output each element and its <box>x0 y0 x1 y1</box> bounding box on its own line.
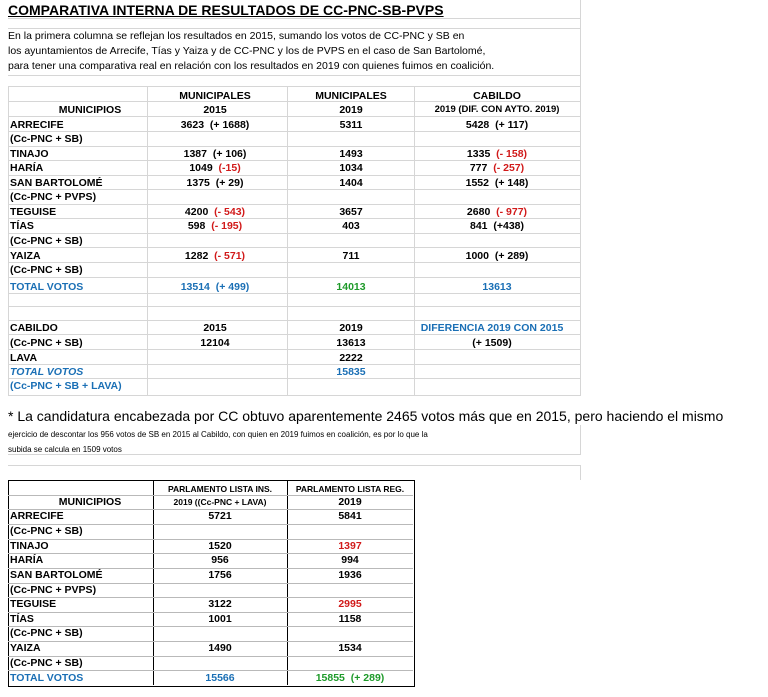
row-diff-2015: (+ 106) <box>212 148 247 160</box>
grid-row-line <box>8 160 580 161</box>
row-municipales-2019: 5311 <box>339 119 363 131</box>
row-municipio-name: HARÍA <box>10 162 44 174</box>
row-municipio-name: TÍAS <box>10 220 34 232</box>
row-municipales-2015 <box>187 177 244 189</box>
grid-column-line <box>580 465 581 480</box>
row-cabildo <box>470 162 524 174</box>
row-value-2015: 1282 <box>184 250 209 262</box>
row-value-2015: 4200 <box>184 206 209 218</box>
t2-row-ins: 1001 <box>208 613 232 625</box>
row-cabildo <box>466 119 528 131</box>
grid-row-line <box>8 233 580 234</box>
t2-row-reg: 1534 <box>338 642 362 654</box>
total-municipales-2015 <box>181 281 250 293</box>
grid-row-line <box>8 18 580 19</box>
cabildo-value-2019: 13613 <box>336 337 366 349</box>
intro-line-3: para tener una comparativa real en relación con los resultados en 2019 con quienes fuimos en coalición. <box>8 60 495 72</box>
grid-row-line <box>8 86 580 87</box>
table-row-line <box>8 670 413 671</box>
t2-header-ins-sub: 2019 ((Cc-PNC + LAVA) <box>173 497 267 507</box>
lava-value: 2222 <box>339 352 363 364</box>
row-municipales-2019: 1493 <box>339 148 363 160</box>
header-parlamento-ins: PARLAMENTO LISTA INS. <box>167 484 273 494</box>
grid-row-line <box>8 189 580 190</box>
row-cabildo <box>467 206 527 218</box>
t2-row-municipio-name: TÍAS <box>10 613 34 625</box>
t2-row-coalition: (Cc-PNC + PVPS) <box>10 584 97 596</box>
row-coalition: (Cc-PNC + PVPS) <box>10 191 97 203</box>
t2-header-municipios: MUNICIPIOS <box>58 496 122 508</box>
header-cabildo: CABILDO <box>473 90 521 102</box>
cabildo-diff-label: DIFERENCIA 2019 CON 2015 <box>420 322 564 334</box>
grid-row-line <box>8 262 580 263</box>
grid-row-line <box>8 334 580 335</box>
t2-total-label: TOTAL VOTOS <box>10 672 84 684</box>
page-title: COMPARATIVA INTERNA DE RESULTADOS DE CC-PNC-SB-PVPS <box>8 2 444 18</box>
lava-label: LAVA <box>10 352 38 364</box>
grid-row-line <box>8 364 580 365</box>
header-parlamento-reg: PARLAMENTO LISTA REG. <box>295 484 405 494</box>
t2-row-ins: 1490 <box>208 642 232 654</box>
grid-row-line <box>8 204 580 205</box>
t2-row-ins: 1520 <box>208 540 232 552</box>
row-municipales-2015 <box>185 250 245 262</box>
total-2015-diff: (+ 499) <box>215 281 250 293</box>
row-cabildo-value: 5428 <box>465 119 490 131</box>
grid-row-line <box>8 349 580 350</box>
total-2015-value: 13514 <box>180 281 210 293</box>
row-cabildo-value: 2680 <box>466 206 491 218</box>
grid-row-line <box>8 454 580 455</box>
t2-row-ins: 956 <box>211 554 229 566</box>
grid-row-line <box>8 28 580 29</box>
row-municipales-2015 <box>185 206 245 218</box>
cabildo-year-2019: 2019 <box>339 322 363 334</box>
row-cabildo <box>467 148 527 160</box>
note-detail-1: ejercicio de descontar los 956 votos de SB en 2015 al Cabildo, con quien en 2019 fuimos en coalición, es por lo que la <box>8 430 428 439</box>
t2-row-reg: 1936 <box>338 569 362 581</box>
t2-row-reg: 5841 <box>338 510 362 522</box>
row-cabildo-value: 1335 <box>466 148 491 160</box>
grid-row-line <box>8 116 580 117</box>
row-cabildo-diff: (- 257) <box>493 162 525 174</box>
intro-line-2: los ayuntamientos de Arrecife, Tías y Yaiza y de CC-PNC y los de PVPS en el caso de San Bartolomé, <box>8 45 486 57</box>
row-value-2015: 1375 <box>186 177 210 189</box>
grid-column-line <box>580 86 581 396</box>
cabildo-value-2015: 12104 <box>200 337 230 349</box>
grid-row-line <box>8 247 580 248</box>
row-cabildo-diff: (+ 148) <box>494 177 529 189</box>
row-value-2015: 3623 <box>180 119 205 131</box>
row-diff-2015: (+ 29) <box>215 177 244 189</box>
t2-row-municipio-name: SAN BARTOLOMÉ <box>10 569 103 581</box>
grid-row-line <box>8 320 580 321</box>
t2-row-coalition: (Cc-PNC + SB) <box>10 657 83 669</box>
note-detail-2: subida se calcula en 1509 votos <box>8 445 122 454</box>
row-coalition: (Cc-PNC + SB) <box>10 235 83 247</box>
header-municipios: MUNICIPIOS <box>58 104 122 116</box>
cabildo-total-value: 15835 <box>336 366 366 378</box>
grid-row-line <box>8 293 580 294</box>
row-cabildo <box>470 220 524 232</box>
header-cabildo-sub: 2019 (DIF. CON AYTO. 2019) <box>434 104 560 115</box>
row-cabildo-value: 841 <box>469 220 488 232</box>
t2-row-reg: 1397 <box>338 540 362 552</box>
row-municipales-2015 <box>181 119 250 131</box>
cabildo-sub: (Cc-PNC + SB) <box>10 337 83 349</box>
row-cabildo <box>466 250 529 262</box>
grid-row-line <box>8 395 580 396</box>
row-coalition: (Cc-PNC + SB) <box>10 133 83 145</box>
row-diff-2015: (+ 1688) <box>209 119 250 131</box>
grid-row-line <box>8 131 580 132</box>
row-cabildo-diff: (+ 117) <box>495 119 529 131</box>
cabildo-year-2015: 2015 <box>203 322 227 334</box>
header-year-2015: 2015 <box>203 104 227 116</box>
cabildo-label: CABILDO <box>10 322 58 334</box>
row-diff-2015: (-15) <box>218 162 241 174</box>
grid-row-line <box>8 75 580 76</box>
row-value-2015: 1049 <box>189 162 213 174</box>
total-municipales-2019: 14013 <box>336 281 366 293</box>
header-municipales-2019: MUNICIPALES <box>315 90 387 102</box>
cabildo-diff-value: (+ 1509) <box>472 337 512 349</box>
row-value-2015: 598 <box>187 220 206 232</box>
row-coalition: (Cc-PNC + SB) <box>10 264 83 276</box>
row-cabildo-diff: (- 158) <box>496 148 528 160</box>
header-municipales-2015: MUNICIPALES <box>179 90 251 102</box>
row-municipales-2019: 1034 <box>339 162 363 174</box>
row-diff-2015: (- 195) <box>211 220 243 232</box>
row-municipio-name: TEGUISE <box>10 206 57 218</box>
total-votos-label: TOTAL VOTOS <box>10 281 84 293</box>
t2-row-reg: 1158 <box>338 613 362 625</box>
row-municipio-name: TINAJO <box>10 148 49 160</box>
row-municipio-name: ARRECIFE <box>10 119 64 131</box>
t2-header-reg-sub: 2019 <box>338 496 362 508</box>
t2-total-reg <box>316 672 385 684</box>
t2-row-municipio-name: ARRECIFE <box>10 510 64 522</box>
grid-column-line <box>580 425 581 455</box>
intro-line-1: En la primera columna se reflejan los resultados en 2015, sumando los votos de CC-PNC y SB en <box>8 30 465 42</box>
row-cabildo-diff: (- 977) <box>496 206 528 218</box>
row-cabildo <box>466 177 529 189</box>
row-municipales-2015 <box>184 148 247 160</box>
grid-row-line <box>8 146 580 147</box>
t2-total-reg-value: 15855 <box>315 672 345 684</box>
grid-row-line <box>8 378 580 379</box>
row-cabildo-value: 1552 <box>465 177 489 189</box>
header-year-2019: 2019 <box>339 104 363 116</box>
grid-row-line <box>8 218 580 219</box>
row-municipio-name: SAN BARTOLOMÉ <box>10 177 103 189</box>
t2-row-municipio-name: HARÍA <box>10 554 44 566</box>
row-diff-2015: (- 543) <box>214 206 246 218</box>
row-diff-2015: (- 571) <box>214 250 246 262</box>
row-cabildo-value: 777 <box>469 162 488 174</box>
row-municipales-2019: 1404 <box>339 177 363 189</box>
row-value-2015: 1387 <box>183 148 207 160</box>
cabildo-total-label: TOTAL VOTOS <box>10 366 84 378</box>
row-cabildo-value: 1000 <box>465 250 489 262</box>
grid-row-line <box>8 277 580 278</box>
row-municipio-name: YAIZA <box>10 250 41 262</box>
t2-row-municipio-name: TEGUISE <box>10 598 57 610</box>
t2-row-coalition: (Cc-PNC + SB) <box>10 525 83 537</box>
t2-row-reg: 2995 <box>338 598 362 610</box>
t2-row-coalition: (Cc-PNC + SB) <box>10 627 83 639</box>
row-municipales-2019: 3657 <box>339 206 363 218</box>
grid-row-line <box>8 306 580 307</box>
t2-row-municipio-name: YAIZA <box>10 642 41 654</box>
row-municipales-2015 <box>188 220 242 232</box>
t2-row-reg: 994 <box>341 554 359 566</box>
t2-total-ins: 15566 <box>205 672 235 684</box>
t2-row-ins: 1756 <box>208 569 232 581</box>
t2-row-ins: 3122 <box>208 598 232 610</box>
t2-row-municipio-name: TINAJO <box>10 540 49 552</box>
row-cabildo-diff: (+ 289) <box>494 250 529 262</box>
total-cabildo: 13613 <box>482 281 512 293</box>
grid-row-line <box>8 175 580 176</box>
grid-row-line <box>8 465 580 466</box>
row-cabildo-diff: (+438) <box>493 220 525 232</box>
row-municipales-2019: 403 <box>342 220 360 232</box>
row-municipales-2015 <box>189 162 240 174</box>
t2-row-ins: 5721 <box>208 510 232 522</box>
note-main: * La candidatura encabezada por CC obtuvo aparentemente 2465 votos más que en 2015, pero haciendo el mismo <box>8 408 724 424</box>
row-municipales-2019: 711 <box>342 250 360 262</box>
cabildo-total-sub: (Cc-PNC + SB + LAVA) <box>10 380 122 392</box>
grid-column-line <box>580 0 581 86</box>
t2-total-reg-diff: (+ 289) <box>350 672 385 684</box>
